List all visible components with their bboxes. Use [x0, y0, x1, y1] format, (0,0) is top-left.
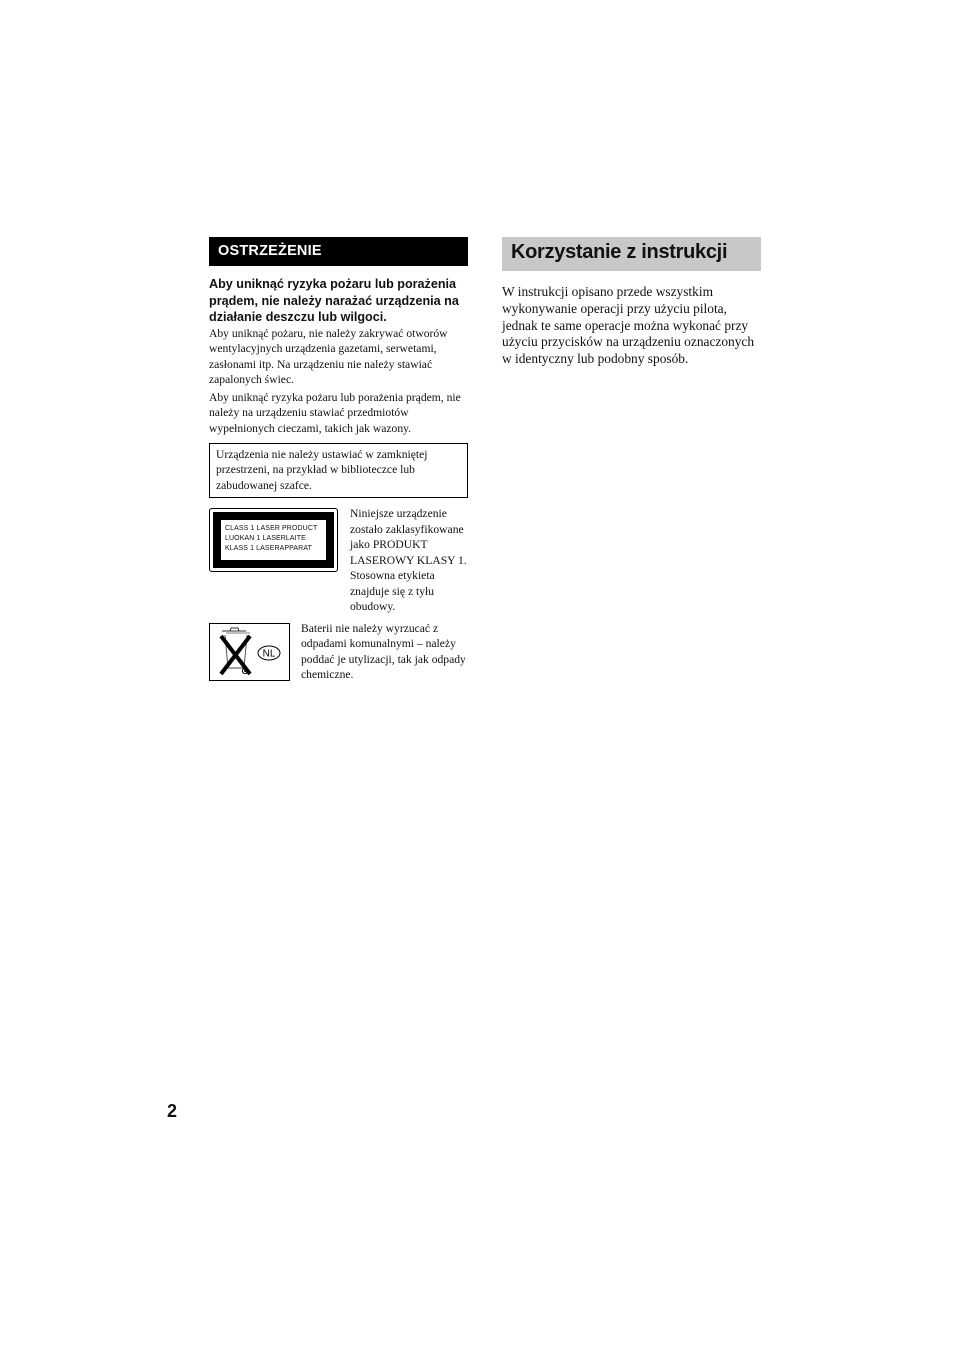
laser-class-block: [209, 506, 468, 615]
laser-label-line-1: CLASS 1 LASER PRODUCT: [225, 525, 318, 533]
laser-label-image: [209, 508, 338, 572]
laser-label-line-3: KLASS 1 LASERAPPARAT: [225, 544, 312, 552]
instructions-body: W instrukcji opisano przede wszystkim wykonywanie operacji przy użyciu pilota, jednak te same operacje można wykonać przy użyciu przycisków na urządzeniu oznaczonych w identyczny lub podobny sposób.: [502, 284, 755, 367]
instructions-section: [502, 237, 761, 368]
battery-description: Baterii nie należy wyrzucać z odpadami komunalnymi – należy poddać je utylizacji, tak jak odpady chemiczne.: [301, 621, 466, 682]
warning-section: [209, 237, 468, 683]
page-number: 2: [167, 1101, 178, 1121]
laser-label-line-2: LUOKAN 1 LASERLAITE: [225, 535, 306, 543]
warning-paragraph-liquids: Aby uniknąć ryzyka pożaru lub porażenia prądem, nie należy na urządzeniu stawiać przedmiotów wypełnionych cieczami, takich jak wazony.: [209, 390, 461, 436]
laser-description: Niniejsze urządzenie zostało zaklasyfikowane jako PRODUKT LASEROWY KLASY 1. Stosowna etykieta znajduje się z tyłu obudowy.: [350, 507, 467, 614]
battery-disposal-block: [209, 621, 468, 683]
instructions-header: Korzystanie z instrukcji: [502, 237, 761, 271]
warning-paragraph-ventilation: Aby uniknąć pożaru, nie należy zakrywać otworów wentylacyjnych urządzenia gazetami, serwetami, zasłonami itp. Na urządzeniu nie należy stawiać zapalonych świec.: [209, 326, 448, 387]
warning-header: OSTRZEŻENIE: [209, 237, 468, 266]
crossed-bin-icon: [209, 623, 290, 681]
warning-boxed-note: Urządzenia nie należy ustawiać w zamkniętej przestrzeni, na przykład w biblioteczce lub zabudowanej szafce.: [209, 443, 468, 499]
warning-bold-intro: Aby uniknąć ryzyka pożaru lub porażenia prądem, nie należy narażać urządzenia na działanie deszczu lub wilgoci.: [209, 277, 459, 324]
battery-icon-text: NL: [262, 648, 276, 660]
